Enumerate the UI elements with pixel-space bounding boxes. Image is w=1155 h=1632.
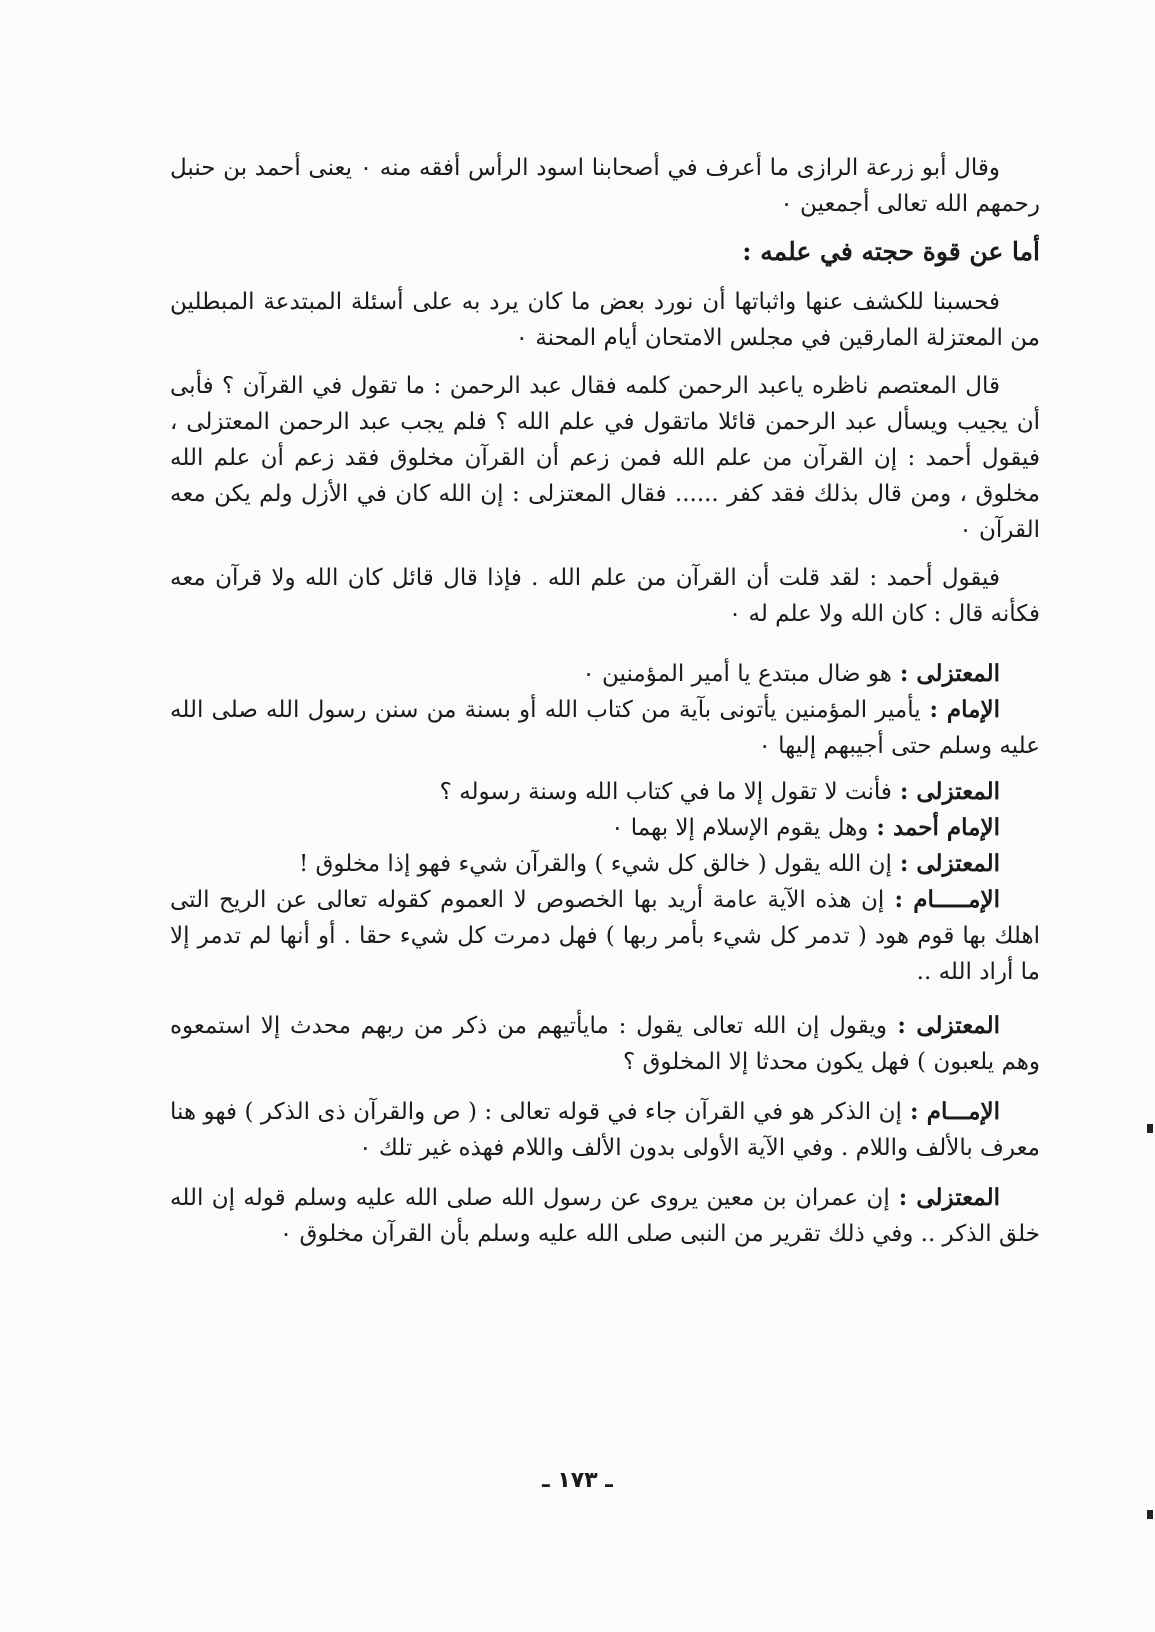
paragraph-mutasim: قال المعتصم ناظره ياعبد الرحمن كلمه فقال عبد الرحمن : ما تقول في القرآن ؟ فأبى أن يجيب ويسأل عبد الرحمن قائلا ماتقول في علم الله ؟ فلم يجب عبد الرحمن المعتزلى ، فيقول أحمد : إن القرآن من علم الله فمن زعم أن القرآن مخلوق فقد زعم أن علم الله مخلوق ، ومن قال بذلك فقد كفر ...... فقال المعتزلى : إن الله كان في الأزل ولم يكن معه القرآن ٠ <box>170 373 1040 543</box>
scan-margin-mark <box>1147 1124 1153 1133</box>
section-heading: أما عن قوة حجته في علمه : <box>742 237 1040 266</box>
dialogue-text: يأمير المؤمنين يأتونى بآية من كتاب الله أو بسنة من سنن رسول الله صلى الله عليه وسلم حتى أجيبهم إليها ٠ <box>170 697 1040 759</box>
dialogue-line: المعتزلى : إن عمران بن معين يروى عن رسول الله صلى الله عليه وسلم قوله إن الله خلق الذكر .. وفي ذلك تقرير من النبى صلى الله عليه وسلم بأن القرآن مخلوق ٠ <box>170 1184 1040 1247</box>
speaker-label: المعتزلى <box>916 778 1000 805</box>
speaker-label: الإمام أحمد <box>892 814 1000 841</box>
speaker-label: المعتزلى <box>916 850 1000 877</box>
page-body <box>170 150 1040 1262</box>
dialogue-line: الإمام أحمد : وهل يقوم الإسلام إلا بهما ٠ <box>611 814 1000 841</box>
dialogue-line: الإمـــام : إن الذكر هو في القرآن جاء في قوله تعالى : ( ص والقرآن ذى الذكر ) فهو هنا معرف بالألف واللام . وفي الآية الأولى بدون الألف واللام فهذه غير تلك ٠ <box>170 1098 1040 1161</box>
speaker-label: المعتزلى <box>916 1184 1000 1211</box>
dialogue-text: فأنت لا تقول إلا ما في كتاب الله وسنة رسوله ؟ <box>439 779 892 805</box>
speaker-label: الإمـــام <box>926 1098 1000 1125</box>
speaker-label: المعتزلى <box>916 660 1000 687</box>
dialogue-text: هو ضال مبتدع يا أمير المؤمنين ٠ <box>582 661 892 687</box>
dialogue-line: المعتزلى : هو ضال مبتدع يا أمير المؤمنين ٠ <box>582 660 1000 687</box>
page-number: ـ ١٧٣ ـ <box>542 1468 613 1493</box>
speaker-label: الإمام <box>946 696 1000 723</box>
dialogue-line: المعتزلى : إن الله يقول ( خالق كل شيء ) والقرآن شيء فهو إذا مخلوق ! <box>298 850 1000 877</box>
dialogue-text: إن عمران بن معين يروى عن رسول الله صلى الله عليه وسلم قوله إن الله خلق الذكر .. وفي ذلك تقرير من النبى صلى الله عليه وسلم بأن القرآن مخلوق ٠ <box>170 1185 1040 1247</box>
paragraph-abu-zura: وقال أبو زرعة الرازى ما أعرف في أصحابنا اسود الرأس أفقه منه ٠ يعنى أحمد بن حنبل رحمهم الله تعالى أجمعين ٠ <box>170 155 1040 217</box>
scan-margin-mark <box>1147 1510 1153 1519</box>
speaker-label: الإمـــــام <box>913 886 1000 913</box>
dialogue-line: المعتزلى : فأنت لا تقول إلا ما في كتاب الله وسنة رسوله ؟ <box>439 778 1000 805</box>
dialogue-line: الإمام : يأمير المؤمنين يأتونى بآية من كتاب الله أو بسنة من سنن رسول الله صلى الله عليه وسلم حتى أجيبهم إليها ٠ <box>170 696 1040 759</box>
dialogue-line: المعتزلى : ويقول إن الله تعالى يقول : مايأتيهم من ذكر من ربهم محدث إلا استمعوه وهم يلعبون ) فهل يكون محدثا إلا المخلوق ؟ <box>170 1012 1040 1075</box>
dialogue-text: ويقول إن الله تعالى يقول : مايأتيهم من ذكر من ربهم محدث إلا استمعوه وهم يلعبون ) فهل يكون محدثا إلا المخلوق ؟ <box>170 1013 1040 1075</box>
dialogue-text: وهل يقوم الإسلام إلا بهما ٠ <box>611 815 869 841</box>
speaker-label: المعتزلى <box>916 1012 1000 1039</box>
dialogue-text: إن هذه الآية عامة أريد بها الخصوص لا العموم كقوله تعالى عن الريح التى اهلك بها قوم هود ( تدمر كل شيء بأمر ربها ) فهل دمرت كل شيء حقا . أو أنها لم تدمر إلا ما أراد الله .. <box>170 887 1040 985</box>
paragraph-ahmad-reply: فيقول أحمد : لقد قلت أن القرآن من علم الله . فإذا قال قائل كان الله ولا قرآن معه فكأنه قال : كان الله ولا علم له ٠ <box>170 565 1040 627</box>
dialogue-text: إن الذكر هو في القرآن جاء في قوله تعالى : ( ص والقرآن ذى الذكر ) فهو هنا معرف بالألف واللام . وفي الآية الأولى بدون الألف واللام فهذه غير تلك ٠ <box>170 1099 1040 1161</box>
paragraph-intro: فحسبنا للكشف عنها واثباتها أن نورد بعض ما كان يرد به على أسئلة المبتدعة المبطلين من المعتزلة المارقين في مجلس الامتحان أيام المحنة ٠ <box>170 289 1040 351</box>
dialogue-text: إن الله يقول ( خالق كل شيء ) والقرآن شيء فهو إذا مخلوق ! <box>298 851 892 877</box>
dialogue-line: الإمـــــام : إن هذه الآية عامة أريد بها الخصوص لا العموم كقوله تعالى عن الريح التى اهلك بها قوم هود ( تدمر كل شيء بأمر ربها ) فهل دمرت كل شيء حقا . أو أنها لم تدمر إلا ما أراد الله .. <box>170 886 1040 985</box>
